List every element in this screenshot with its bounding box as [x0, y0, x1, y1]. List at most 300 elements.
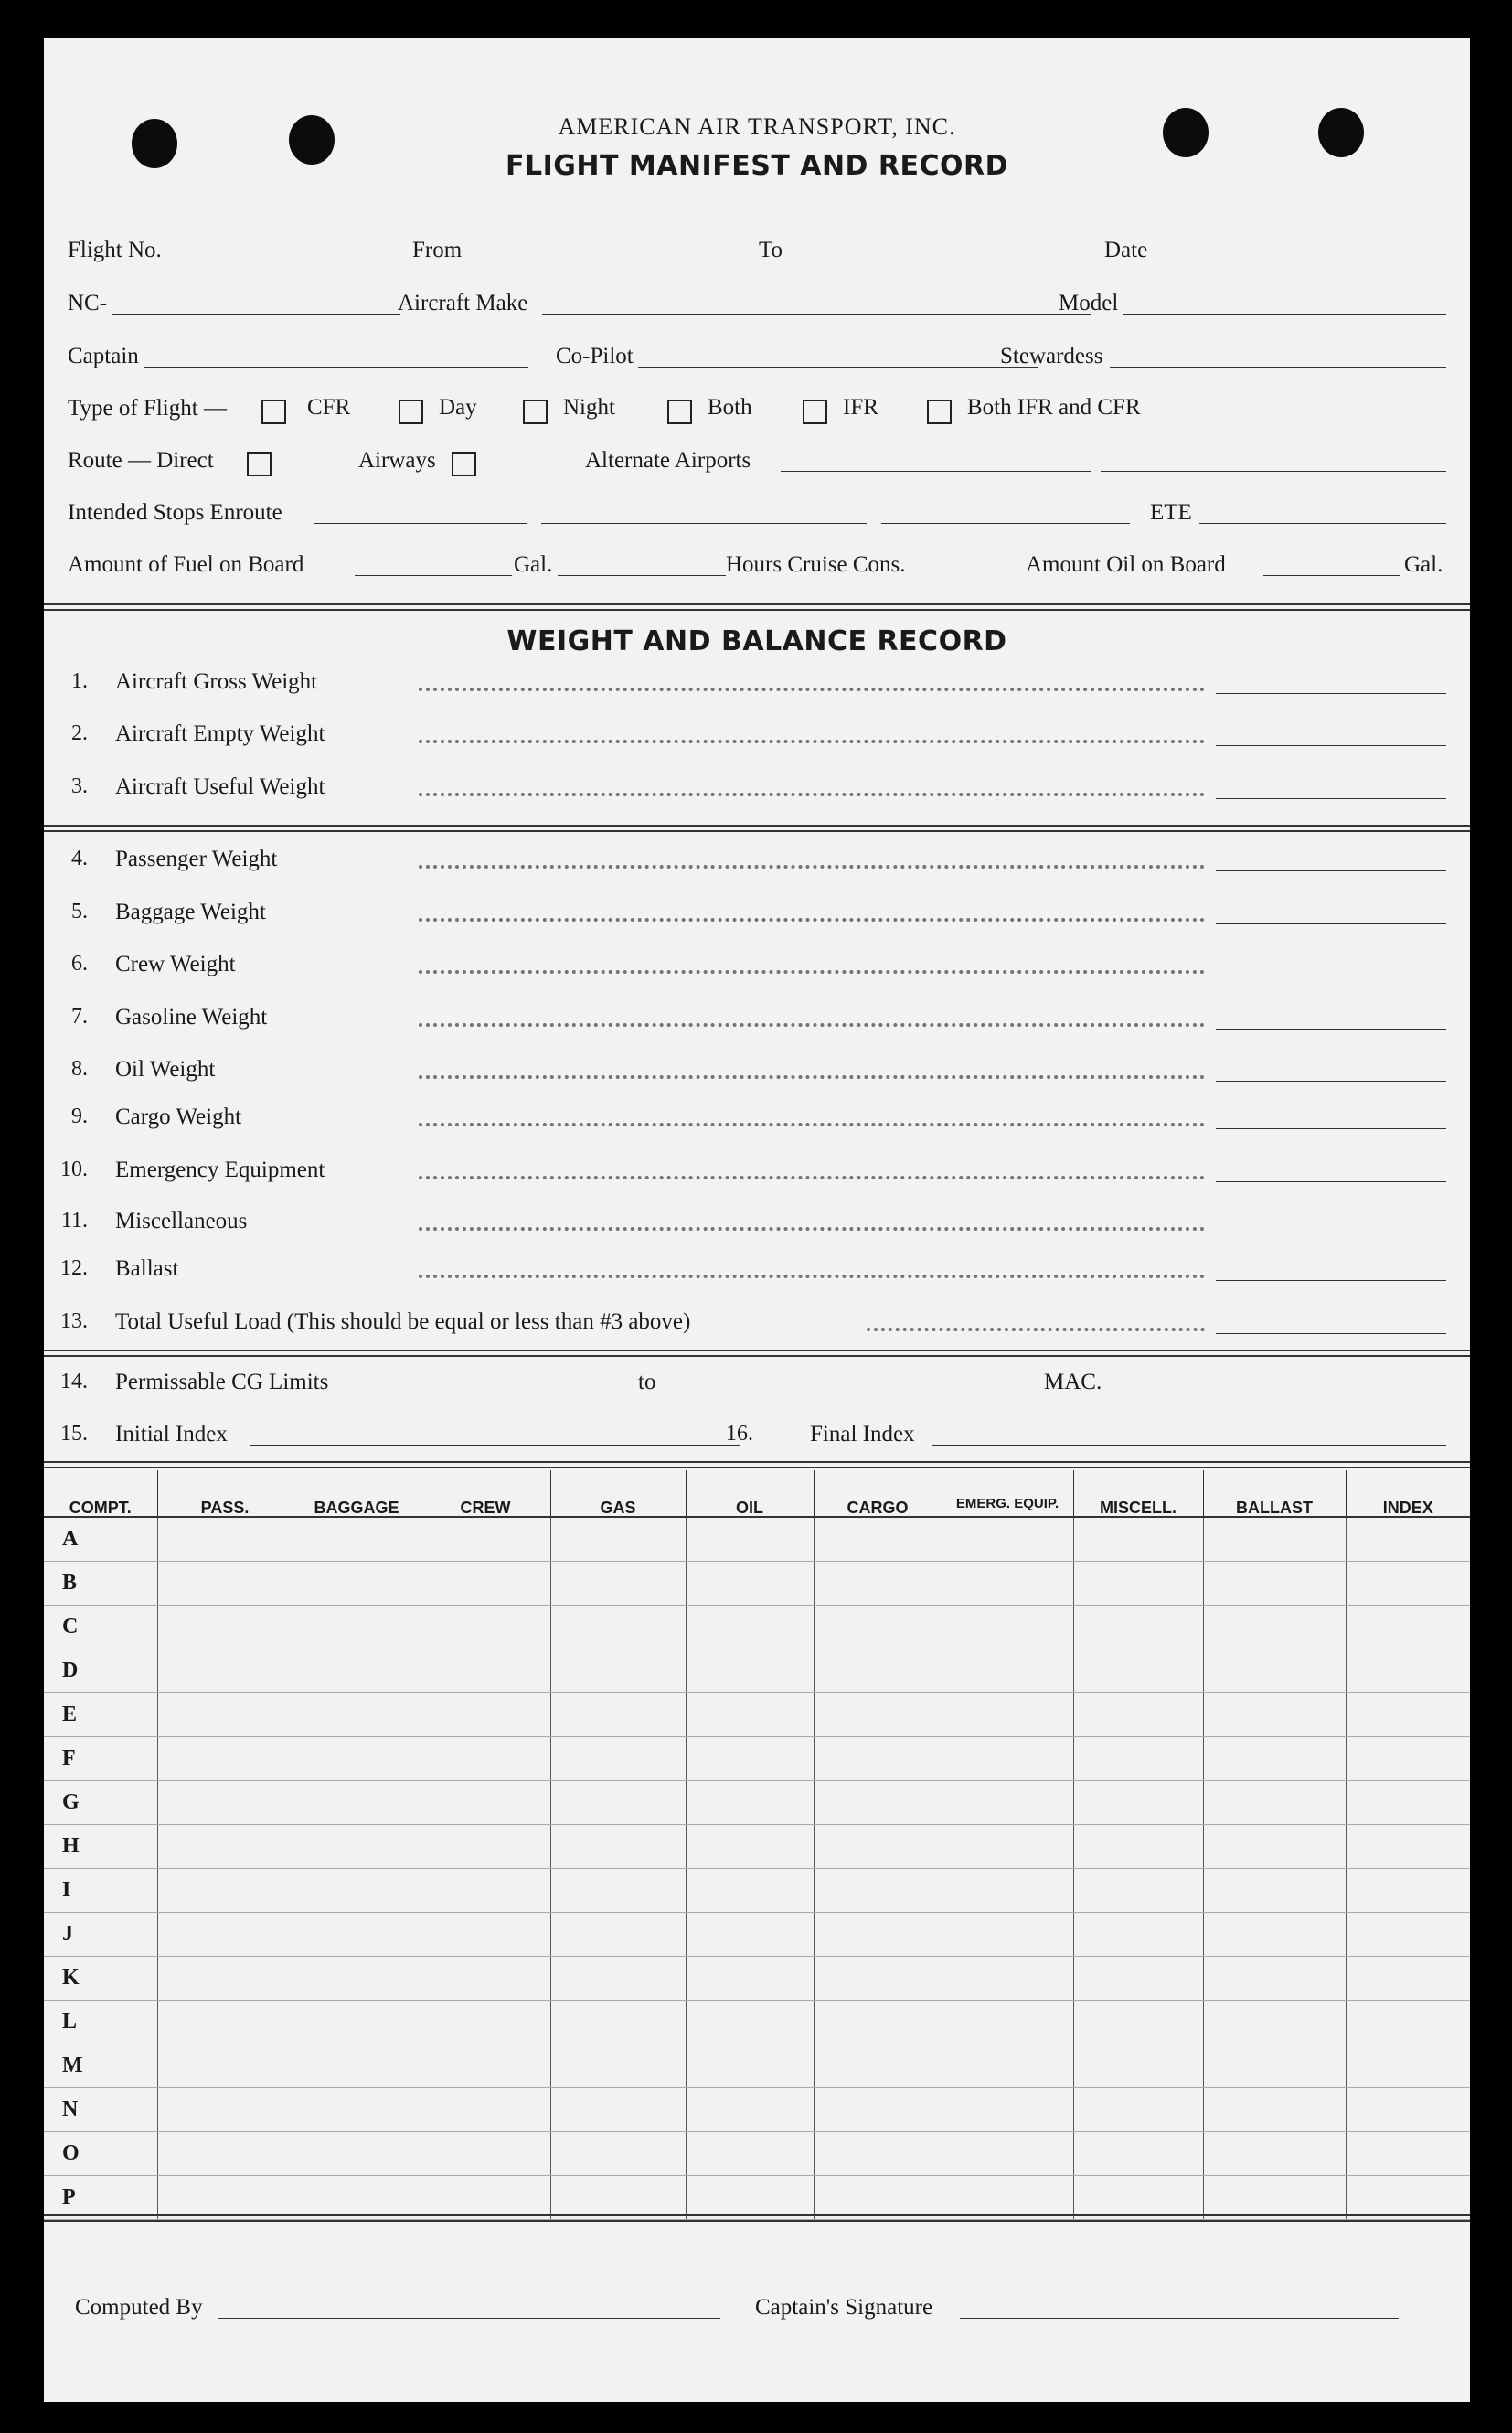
table-cell[interactable] [942, 1869, 1073, 1913]
wb-item-label: Aircraft Useful Weight [115, 774, 325, 799]
table-cell[interactable] [293, 1737, 421, 1781]
table-cell[interactable] [550, 2088, 686, 2132]
column-header: PASS. [157, 1470, 293, 1517]
table-cell[interactable] [293, 1606, 421, 1649]
table-cell[interactable] [814, 1737, 942, 1781]
table-cell[interactable] [293, 1562, 421, 1606]
table-cell[interactable] [293, 2088, 421, 2132]
wb-item-leader-dots [867, 1328, 1205, 1331]
table-cell[interactable] [293, 1517, 421, 1562]
wb-item-leader-dots [419, 1075, 1205, 1079]
ifr-checkbox[interactable] [803, 400, 827, 424]
table-cell[interactable] [1346, 1825, 1470, 1869]
amount-fuel-field[interactable] [355, 575, 512, 576]
wb-item-leader-dots [419, 688, 1205, 691]
ete-field[interactable] [1199, 523, 1446, 524]
table-cell[interactable] [421, 1869, 550, 1913]
table-cell[interactable] [421, 1825, 550, 1869]
table-cell[interactable] [814, 2088, 942, 2132]
captain-signature-field[interactable] [960, 2318, 1399, 2319]
table-cell[interactable] [814, 1606, 942, 1649]
hours-cruise-label: Hours Cruise Cons. [726, 552, 906, 577]
stewardess-field[interactable] [1110, 367, 1446, 368]
wb-item-label: Oil Weight [115, 1057, 216, 1082]
type-of-flight-label: Type of Flight — [68, 396, 227, 421]
table-cell[interactable] [1073, 2088, 1203, 2132]
wb-item-value-field[interactable] [1216, 1280, 1446, 1281]
model-field[interactable] [1123, 314, 1446, 315]
table-cell[interactable] [421, 1781, 550, 1825]
table-cell[interactable] [942, 2044, 1073, 2088]
initial-index-label: Initial Index [115, 1422, 228, 1446]
intended-stops-field-3[interactable] [881, 523, 1130, 524]
table-cell[interactable] [686, 1693, 814, 1737]
form-title: FLIGHT MANIFEST AND RECORD [505, 150, 1009, 182]
wb-item-value-field[interactable] [1216, 693, 1446, 694]
table-cell[interactable] [293, 2044, 421, 2088]
airways-label: Airways [358, 448, 436, 473]
table-cell[interactable] [157, 1957, 293, 2001]
table-cell[interactable] [157, 2088, 293, 2132]
aircraft-make-field[interactable] [542, 314, 1091, 315]
table-cell[interactable] [293, 2001, 421, 2044]
table-cell[interactable] [1203, 1957, 1346, 2001]
alternate-airports-label: Alternate Airports [585, 448, 751, 473]
wb-divider-c [44, 1350, 1470, 1351]
table-cell[interactable] [814, 1913, 942, 1957]
night-label: Night [563, 395, 615, 420]
table-cell[interactable] [157, 1606, 293, 1649]
table-cell[interactable] [421, 2001, 550, 2044]
table-cell[interactable] [686, 1562, 814, 1606]
captain-field[interactable] [144, 367, 528, 368]
compartment-label: M [44, 2044, 157, 2088]
table-cell[interactable] [1346, 1517, 1470, 1562]
table-cell[interactable] [157, 2001, 293, 2044]
table-cell[interactable] [421, 1517, 550, 1562]
wb-item-number: 12. [60, 1256, 88, 1280]
wb-item-label: Ballast [115, 1256, 179, 1281]
table-cell[interactable] [814, 1781, 942, 1825]
table-cell[interactable] [1073, 2001, 1203, 2044]
table-cell[interactable] [1346, 2001, 1470, 2044]
wb-item-value-field[interactable] [1216, 923, 1446, 924]
table-cell[interactable] [1073, 1693, 1203, 1737]
table-cell[interactable] [157, 2044, 293, 2088]
table-cell[interactable] [157, 1517, 293, 1562]
column-header: BAGGAGE [293, 1470, 421, 1517]
hours-cruise-field[interactable] [558, 575, 726, 576]
table-cell[interactable] [942, 1606, 1073, 1649]
table-cell[interactable] [1346, 1913, 1470, 1957]
footer-rule-a [44, 2214, 1470, 2216]
table-cell[interactable] [1346, 1869, 1470, 1913]
table-cell[interactable] [550, 2001, 686, 2044]
both-label: Both [708, 395, 752, 420]
alternate-airports-field-2[interactable] [1101, 471, 1446, 472]
mac-label: MAC. [1044, 1370, 1102, 1394]
from-label: From [412, 238, 463, 262]
route-direct-checkbox[interactable] [247, 452, 272, 476]
model-label: Model [1059, 291, 1119, 315]
table-cell[interactable] [1203, 1781, 1346, 1825]
table-cell[interactable] [686, 1957, 814, 2001]
table-cell[interactable] [293, 1869, 421, 1913]
table-cell[interactable] [1346, 1781, 1470, 1825]
table-row [44, 1869, 1470, 1913]
compartment-label: F [44, 1737, 157, 1781]
wb-item-number: 3. [71, 774, 88, 798]
table-cell[interactable] [942, 1957, 1073, 2001]
table-header-row [44, 1470, 1470, 1517]
table-cell[interactable] [1346, 1562, 1470, 1606]
wb-item-leader-dots [419, 740, 1205, 743]
table-cell[interactable] [293, 1913, 421, 1957]
table-cell[interactable] [686, 2001, 814, 2044]
table-cell[interactable] [814, 1517, 942, 1562]
table-cell[interactable] [686, 1781, 814, 1825]
table-cell[interactable] [293, 2176, 421, 2220]
wb-item-number: 8. [71, 1057, 88, 1081]
wb-divider-d [44, 1355, 1470, 1357]
nc-label: NC- [68, 291, 108, 315]
footer-rule-b [44, 2220, 1470, 2222]
table-cell[interactable] [421, 1693, 550, 1737]
table-cell[interactable] [942, 2001, 1073, 2044]
table-cell[interactable] [942, 1825, 1073, 1869]
table-cell[interactable] [814, 1693, 942, 1737]
cg-label: Permissable CG Limits [115, 1370, 329, 1394]
table-cell[interactable] [1073, 1913, 1203, 1957]
wb-item-label: Aircraft Gross Weight [115, 669, 318, 694]
manifest-form [44, 38, 1470, 2402]
table-cell[interactable] [421, 1957, 550, 2001]
table-cell[interactable] [1073, 1517, 1203, 1562]
table-cell[interactable] [550, 2044, 686, 2088]
table-top-rule-b [44, 1467, 1470, 1468]
table-cell[interactable] [942, 1913, 1073, 1957]
co-pilot-label: Co-Pilot [556, 344, 634, 368]
aircraft-make-label: Aircraft Make [398, 291, 528, 315]
wb-item-value-field[interactable] [1216, 1081, 1446, 1082]
cg-to-label: to [638, 1370, 656, 1394]
compartment-label: D [44, 1649, 157, 1693]
table-row [44, 1781, 1470, 1825]
ete-label: ETE [1150, 500, 1192, 525]
table-cell[interactable] [686, 1606, 814, 1649]
wb-item-number: 4. [71, 847, 88, 870]
both-checkbox[interactable] [667, 400, 692, 424]
wb-item-label: Passenger Weight [115, 847, 278, 871]
table-cell[interactable] [157, 1869, 293, 1913]
table-cell[interactable] [1346, 1649, 1470, 1693]
table-cell[interactable] [1203, 1649, 1346, 1693]
cg-number: 14. [60, 1370, 88, 1393]
alternate-airports-field-1[interactable] [781, 471, 1091, 472]
table-cell[interactable] [550, 1781, 686, 1825]
table-cell[interactable] [293, 1781, 421, 1825]
wb-item-leader-dots [419, 1023, 1205, 1027]
table-cell[interactable] [942, 1737, 1073, 1781]
table-cell[interactable] [814, 1957, 942, 2001]
table-cell[interactable] [1203, 1693, 1346, 1737]
table-cell[interactable] [1203, 1737, 1346, 1781]
final-index-number: 16. [726, 1422, 753, 1446]
wb-item-value-field[interactable] [1216, 870, 1446, 871]
compartment-label: L [44, 2001, 157, 2044]
table-row [44, 1825, 1470, 1869]
compartment-label: N [44, 2088, 157, 2132]
amount-oil-field[interactable] [1263, 575, 1400, 576]
wb-item-leader-dots [419, 1176, 1205, 1179]
day-checkbox[interactable] [399, 400, 423, 424]
table-cell[interactable] [550, 2132, 686, 2176]
wb-item-value-field[interactable] [1216, 798, 1446, 799]
table-cell[interactable] [1346, 2132, 1470, 2176]
wb-item-label: Aircraft Empty Weight [115, 721, 325, 746]
table-cell[interactable] [421, 2176, 550, 2220]
wb-divider-a [44, 825, 1470, 827]
amount-fuel-label: Amount of Fuel on Board [68, 552, 304, 577]
table-cell[interactable] [686, 2132, 814, 2176]
table-cell[interactable] [157, 1781, 293, 1825]
final-index-label: Final Index [810, 1422, 915, 1446]
table-cell[interactable] [1073, 2176, 1203, 2220]
table-row [44, 1649, 1470, 1693]
table-cell[interactable] [421, 2088, 550, 2132]
table-cell[interactable] [157, 1913, 293, 1957]
table-cell[interactable] [550, 1737, 686, 1781]
table-cell[interactable] [550, 1606, 686, 1649]
compartment-table [44, 1470, 1470, 2220]
table-cell[interactable] [157, 1737, 293, 1781]
table-cell[interactable] [686, 1913, 814, 1957]
table-cell[interactable] [1203, 2001, 1346, 2044]
compartment-label: P [44, 2176, 157, 2220]
table-cell[interactable] [814, 1869, 942, 1913]
table-cell[interactable] [686, 2176, 814, 2220]
computed-by-label: Computed By [75, 2295, 203, 2320]
table-row [44, 1606, 1470, 1649]
table-cell[interactable] [814, 1649, 942, 1693]
table-cell[interactable] [293, 1825, 421, 1869]
table-row [44, 1913, 1470, 1957]
table-cell[interactable] [686, 1825, 814, 1869]
gal-label-1: Gal. [514, 552, 553, 577]
table-cell[interactable] [1346, 1737, 1470, 1781]
table-cell[interactable] [1203, 1869, 1346, 1913]
table-cell[interactable] [293, 1649, 421, 1693]
table-row [44, 2044, 1470, 2088]
table-cell[interactable] [421, 1737, 550, 1781]
table-cell[interactable] [942, 1562, 1073, 1606]
table-row [44, 1562, 1470, 1606]
wb-item-number: 6. [71, 952, 88, 976]
table-cell[interactable] [550, 1869, 686, 1913]
cfr-checkbox[interactable] [261, 400, 286, 424]
table-cell[interactable] [1203, 2176, 1346, 2220]
intended-stops-field-1[interactable] [314, 523, 527, 524]
table-cell[interactable] [814, 2132, 942, 2176]
table-cell[interactable] [686, 2088, 814, 2132]
table-cell[interactable] [686, 1737, 814, 1781]
day-label: Day [439, 395, 477, 420]
table-cell[interactable] [814, 2001, 942, 2044]
table-cell[interactable] [814, 2176, 942, 2220]
compartment-label: O [44, 2132, 157, 2176]
table-row [44, 1693, 1470, 1737]
table-cell[interactable] [686, 2044, 814, 2088]
column-header: CARGO [814, 1470, 942, 1517]
table-cell[interactable] [1346, 1957, 1470, 2001]
wb-item-label: Emergency Equipment [115, 1158, 325, 1182]
table-cell[interactable] [686, 1517, 814, 1562]
table-row [44, 1737, 1470, 1781]
table-cell[interactable] [1346, 1693, 1470, 1737]
table-row [44, 2176, 1470, 2220]
column-header: INDEX [1346, 1470, 1470, 1517]
table-cell[interactable] [942, 2088, 1073, 2132]
stewardess-label: Stewardess [1000, 344, 1103, 368]
captain-label: Captain [68, 344, 139, 368]
table-cell[interactable] [550, 1649, 686, 1693]
table-cell[interactable] [942, 1517, 1073, 1562]
table-cell[interactable] [1203, 2088, 1346, 2132]
nc-field[interactable] [112, 314, 400, 315]
computed-by-field[interactable] [218, 2318, 720, 2319]
table-cell[interactable] [421, 1606, 550, 1649]
compartment-label: K [44, 1957, 157, 2001]
airways-checkbox[interactable] [452, 452, 476, 476]
table-cell[interactable] [157, 2176, 293, 2220]
wb-item-number: 11. [60, 1209, 88, 1233]
table-cell[interactable] [1346, 2088, 1470, 2132]
table-cell[interactable] [1203, 1913, 1346, 1957]
table-cell[interactable] [1203, 1517, 1346, 1562]
table-cell[interactable] [550, 1562, 686, 1606]
table-cell[interactable] [157, 1562, 293, 1606]
column-header: GAS [550, 1470, 686, 1517]
table-cell[interactable] [1073, 1737, 1203, 1781]
co-pilot-field[interactable] [638, 367, 1038, 368]
table-cell[interactable] [550, 2176, 686, 2220]
wb-item-label: Total Useful Load (This should be equal or less than #3 above) [115, 1309, 691, 1334]
both-ifr-cfr-checkbox[interactable] [927, 400, 952, 424]
table-cell[interactable] [421, 2044, 550, 2088]
table-cell[interactable] [1073, 1825, 1203, 1869]
table-cell[interactable] [1073, 1869, 1203, 1913]
wb-item-number: 7. [71, 1005, 88, 1029]
table-cell[interactable] [1346, 2044, 1470, 2088]
table-cell[interactable] [293, 1957, 421, 2001]
table-row [44, 2132, 1470, 2176]
captain-signature-label: Captain's Signature [755, 2295, 933, 2320]
wb-item-leader-dots [419, 970, 1205, 974]
table-cell[interactable] [814, 1562, 942, 1606]
table-cell[interactable] [293, 2132, 421, 2176]
table-cell[interactable] [550, 1913, 686, 1957]
table-cell[interactable] [1073, 2132, 1203, 2176]
column-header: CREW [421, 1470, 550, 1517]
table-cell[interactable] [157, 1693, 293, 1737]
table-cell[interactable] [686, 1649, 814, 1693]
table-cell[interactable] [942, 2132, 1073, 2176]
wb-item-value-field[interactable] [1216, 1333, 1446, 1334]
table-cell[interactable] [550, 1825, 686, 1869]
wb-item-number: 5. [71, 900, 88, 923]
table-cell[interactable] [1073, 1606, 1203, 1649]
table-cell[interactable] [1203, 1825, 1346, 1869]
wb-item-label: Crew Weight [115, 952, 236, 976]
table-cell[interactable] [814, 1825, 942, 1869]
table-cell[interactable] [942, 1693, 1073, 1737]
table-cell[interactable] [421, 1562, 550, 1606]
final-index-field[interactable] [932, 1445, 1446, 1446]
initial-index-field[interactable] [250, 1445, 740, 1446]
wb-item-leader-dots [419, 1275, 1205, 1278]
table-cell[interactable] [550, 1957, 686, 2001]
table-cell[interactable] [421, 1649, 550, 1693]
table-cell[interactable] [550, 1693, 686, 1737]
table-cell[interactable] [1073, 1957, 1203, 2001]
wb-item-number: 1. [71, 669, 88, 693]
table-cell[interactable] [421, 2132, 550, 2176]
table-cell[interactable] [942, 1649, 1073, 1693]
wb-item-value-field[interactable] [1216, 745, 1446, 746]
table-cell[interactable] [1073, 1562, 1203, 1606]
amount-oil-label: Amount Oil on Board [1026, 552, 1226, 577]
table-cell[interactable] [157, 1649, 293, 1693]
table-cell[interactable] [686, 1869, 814, 1913]
table-cell[interactable] [550, 1517, 686, 1562]
table-cell[interactable] [1203, 2044, 1346, 2088]
table-cell[interactable] [1346, 2176, 1470, 2220]
route-direct-label: Route — Direct [68, 448, 214, 473]
weight-balance-title: WEIGHT AND BALANCE RECORD [506, 625, 1007, 657]
table-cell[interactable] [942, 2176, 1073, 2220]
wb-item-number: 2. [71, 721, 88, 745]
wb-item-leader-dots [419, 793, 1205, 796]
table-cell[interactable] [1203, 2132, 1346, 2176]
wb-item-value-field[interactable] [1216, 1029, 1446, 1030]
column-header: MISCELL. [1073, 1470, 1203, 1517]
table-cell[interactable] [1073, 2044, 1203, 2088]
table-cell[interactable] [1073, 1649, 1203, 1693]
section-divider-1b [44, 609, 1470, 611]
intended-stops-field-2[interactable] [541, 523, 867, 524]
compartment-label: H [44, 1825, 157, 1869]
table-cell[interactable] [157, 1825, 293, 1869]
table-cell[interactable] [293, 1693, 421, 1737]
table-cell[interactable] [814, 2044, 942, 2088]
wb-item-value-field[interactable] [1216, 1128, 1446, 1129]
night-checkbox[interactable] [523, 400, 548, 424]
wb-item-number: 9. [71, 1104, 88, 1128]
table-cell[interactable] [421, 1913, 550, 1957]
wb-item-value-field[interactable] [1216, 1181, 1446, 1182]
both-ifr-cfr-label: Both IFR and CFR [967, 395, 1141, 420]
wb-item-leader-dots [419, 1227, 1205, 1231]
table-cell[interactable] [1073, 1781, 1203, 1825]
table-cell[interactable] [942, 1781, 1073, 1825]
gal-label-2: Gal. [1404, 552, 1443, 577]
table-cell[interactable] [1203, 1606, 1346, 1649]
table-cell[interactable] [1346, 1606, 1470, 1649]
table-cell[interactable] [1203, 1562, 1346, 1606]
ifr-label: IFR [843, 395, 878, 420]
table-cell[interactable] [157, 2132, 293, 2176]
compartment-label: A [44, 1517, 157, 1562]
